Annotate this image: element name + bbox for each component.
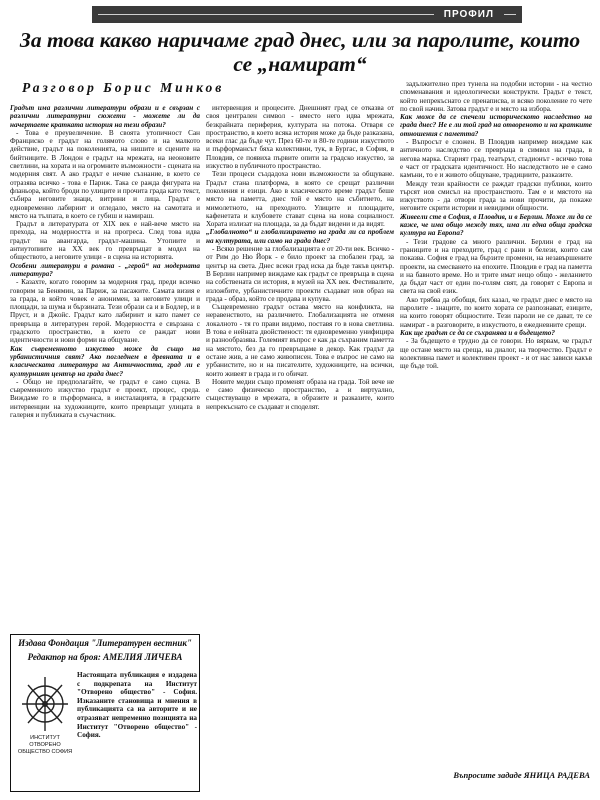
answer-paragraph: Тези процеси създадоха нови възможности за общуване. Градът стана платформа, в която се срещат различни поколения и езици. Ако в класическото време градът беше място на паметта, днес той е място на събитието, на мимолетното, на преходното. Улиците и площадите, кафенетата и клубовете стават сцена на нова социалност. Хората излизат на площада, за да бъдат видени и да видят. — [206, 170, 394, 229]
text-column-2 — [206, 104, 394, 790]
answer-paragraph: задължително през тунела на подобни истории - на честно споменавания и идеологически конструкти. Градът е текст, който непрекъснато се пренаписва, и всяко поколение го чете по свой начин. Затова градът е и място на избора. — [400, 80, 592, 113]
section-label: ПРОФИЛ — [434, 6, 504, 23]
answer-paragraph: Между тези крайности се раждат градски публики, които търсят нов смисъл на пространството. Там е и мястото на изкуството - да отвори града за нови прочити, да покаже неговите скрити истории и невидими общности. — [400, 179, 592, 213]
publisher-line: Издава Фондация "Литературен вестник" — [18, 638, 192, 648]
answer-paragraph: - Казахте, когато говорим за модерния град, преди всичко говорим за Бенямин, за Париж, за пасажите. Самата визия е за града, в който човек е анонимен, за неговите улици и площади, за шума и бързината. Тези образи са и в Бодлер, и в Пруст, и в Джойс. Градът като лабиринт и като памет се превръща в литературен герой. Модерността е свързана с градското пространство, в което се раждат нови идентичности и нови форми на общуване. — [10, 278, 200, 345]
answer-paragraph: Ако трябва да обобщя, бих казал, че градът днес е място на паролите - знаците, по които хората се разпознават, езиците, на които говорят общностите. Тези пароли не се дават, те се намират - в разговорите, в изкуството, в ежедневните срещи. — [400, 295, 592, 329]
question-paragraph: Градът има различни литератури образи и е свързан с различни литературни сюжети - можете ли да начертаете кратката история на тези образи? — [10, 104, 200, 129]
credits-box — [10, 634, 200, 792]
answer-paragraph: - Общо не предполагайте, че градът е само сцена. В съвременното изкуство градът е проект, процес, среда. Виждаме го в пърформанса, в инсталацията, в градските интервенции на художниците, които превръщат улицата в галерия и публиката в съучастник. — [10, 377, 200, 419]
question-paragraph: „Глобалното“ и глобализирането на града ли са проблем на културата, или само на града днес? — [206, 228, 394, 245]
answer-paragraph: Същевременно градът остава място на конфликта, на неравенството, на различието. Глобализацията не отменя локалното - тя го прави видимо, поставя го в нова светлина. В това е нейната двойственост: тя едновременно унифицира и разнообразява. Големият въпрос е как да съхраним паметта на мястото, без да го превръщаме в декор. Как градът да остане жив, а не само живописен. Това е въпрос не само на урбанистите, но и на писателите, художниците, на всички, които живеят в града и го обичат. — [206, 303, 394, 378]
header-band — [92, 6, 522, 23]
answer-paragraph: - Това е преувеличение. В своята утопичност Сан Франциско е градът на голямото слово и на малкото действие, градът на поколенията, на нишите и сцените на бийтниците. В Лондон е градът на мрежата, на неоновите светлини, на хората и на огромните възможности - сцената на модерния свят. А ако градът е нечие съзнание, в което се отразява всичко - това е Париж. Така се ражда фигурата на фланьора, който броди по улиците и прочита града като текст, събира неговите знаци, витрини и лица. Градът е едновременно лабиринт и огледало, място на самотата и място на тълпата, в което се губиш и намираш. — [10, 128, 200, 220]
text-column-3 — [400, 80, 592, 752]
answer-paragraph: Новите медии също променят образа на града. Той вече не е само физическо пространство, а и виртуално, съществуващо в мрежата, в образите и разказите, които непрекъснато се създават и споделят. — [206, 377, 394, 411]
institute-name: ИНСТИТУТ ОТВОРЕНО ОБЩЕСТВО СОФИЯ — [17, 735, 73, 755]
article-title: За това какво наричаме град днес, или за паролите, които се „намират“ — [19, 28, 581, 76]
interviewer-byline: Въпросите зададе ЯНИЦА РАДЕВА — [453, 770, 590, 780]
support-note: Настоящата публикация е издадена с подкрепата на Институт "Отворено общество" - София. Изказаните становища и мнения в публикацията са на авторите и не отразяват непременно позицията на Институт "Отворено общество" - София. — [77, 671, 197, 740]
question-paragraph: Особени литератури в романа - „герой“ на модерната литература? — [10, 261, 200, 278]
editor-line: Редактор на броя: АМЕЛИЯ ЛИЧЕВА — [27, 652, 183, 662]
answer-paragraph: - За бъдещето е трудно да се говори. Но вярвам, че градът ще остане място на среща, на диалог, на творчество. Градът е колективна памет и колективен проект - и от нас зависи какъв ще бъде той. — [400, 337, 592, 371]
article-subtitle: Разговор Борис Минков — [22, 80, 225, 95]
answer-paragraph: Градът в литературата от XIX век е най-вече място на прехода, на модерността и на прогреса. След това идва градът на авангарда, градът-машина. Утопиите и антиутопиите на XX век го превръщат в модел на обществото, а неговите улици - в сцена на историята. — [10, 220, 200, 262]
question-paragraph: Как съвременното изкуство може да също на урбанистичния свят? Ако погледнем в древната и в класическата литература на Античността, град ли е културният център на града днес? — [10, 344, 200, 378]
question-paragraph: Как ще градът се да се съхранява и в бъдещето? — [400, 328, 555, 337]
question-paragraph: Живеели сте в София, в Пловдив, и в Берлин. Може ли да се каже, че има общо между тях, има ли една обща градска култура на Европа? — [400, 212, 592, 238]
answer-paragraph: - Въпросът е сложен. В Пловдив например виждаме как античното наследство се превръща в символ на града, в негова марка. Старият град, театърът, стадионът - всичко това е част от градската идентичност. Но наследството не е само камъни, то е и живото общуване, традициите, разказите. — [400, 138, 592, 180]
answer-paragraph: интервенция и процесите. Днешният град се отказва от своя централен символ - вместо него идва мрежата, безкрайната периферия, културата на потока. Отваря се пространство, в което всяка история може да бъде разказана, всеки глас да бъде чут. През 60-те и 80-те години изкуството и пърформансът бяха колективни, тук, в Бургас, в София, в Пловдив, се появиха първите опити за градско изкуство, за изкуство в публичното пространство. — [206, 104, 394, 171]
institute-logo-icon — [16, 673, 74, 735]
text-column-1 — [10, 104, 200, 624]
answer-paragraph: - Тези градове са много различни. Берлин е град на границите и на преходите, град с рани и белези, които сам показва. София е град на бързите промени, на незавършените проекти, на смесването на епохите. Пловдив е град на паметта и на бавното време. Но и трите имат нещо общо - желанието да бъдат част от един по-голям свят, да говорят с Европа и света на свой език. — [400, 237, 592, 296]
question-paragraph: Как може да се спечели историческото наследство на града днес? Не е ли той град на отвореното и на кратките отношения с паметта? — [400, 113, 592, 138]
answer-paragraph: - Всяко решение за глобализацията е от 20-ти век. Всичко - от Рим до Ню Йорк - е било проект за глобален град, за център на света. Днес всеки град иска да бъде такъв център. В Берлин например виждаме как градът се превръща в сцена на собствената си история, в музей на XX век. Фестивалите, изложбите, урбанистичните проекти създават нов образ на града - образ, който се продава и купува. — [206, 245, 394, 303]
